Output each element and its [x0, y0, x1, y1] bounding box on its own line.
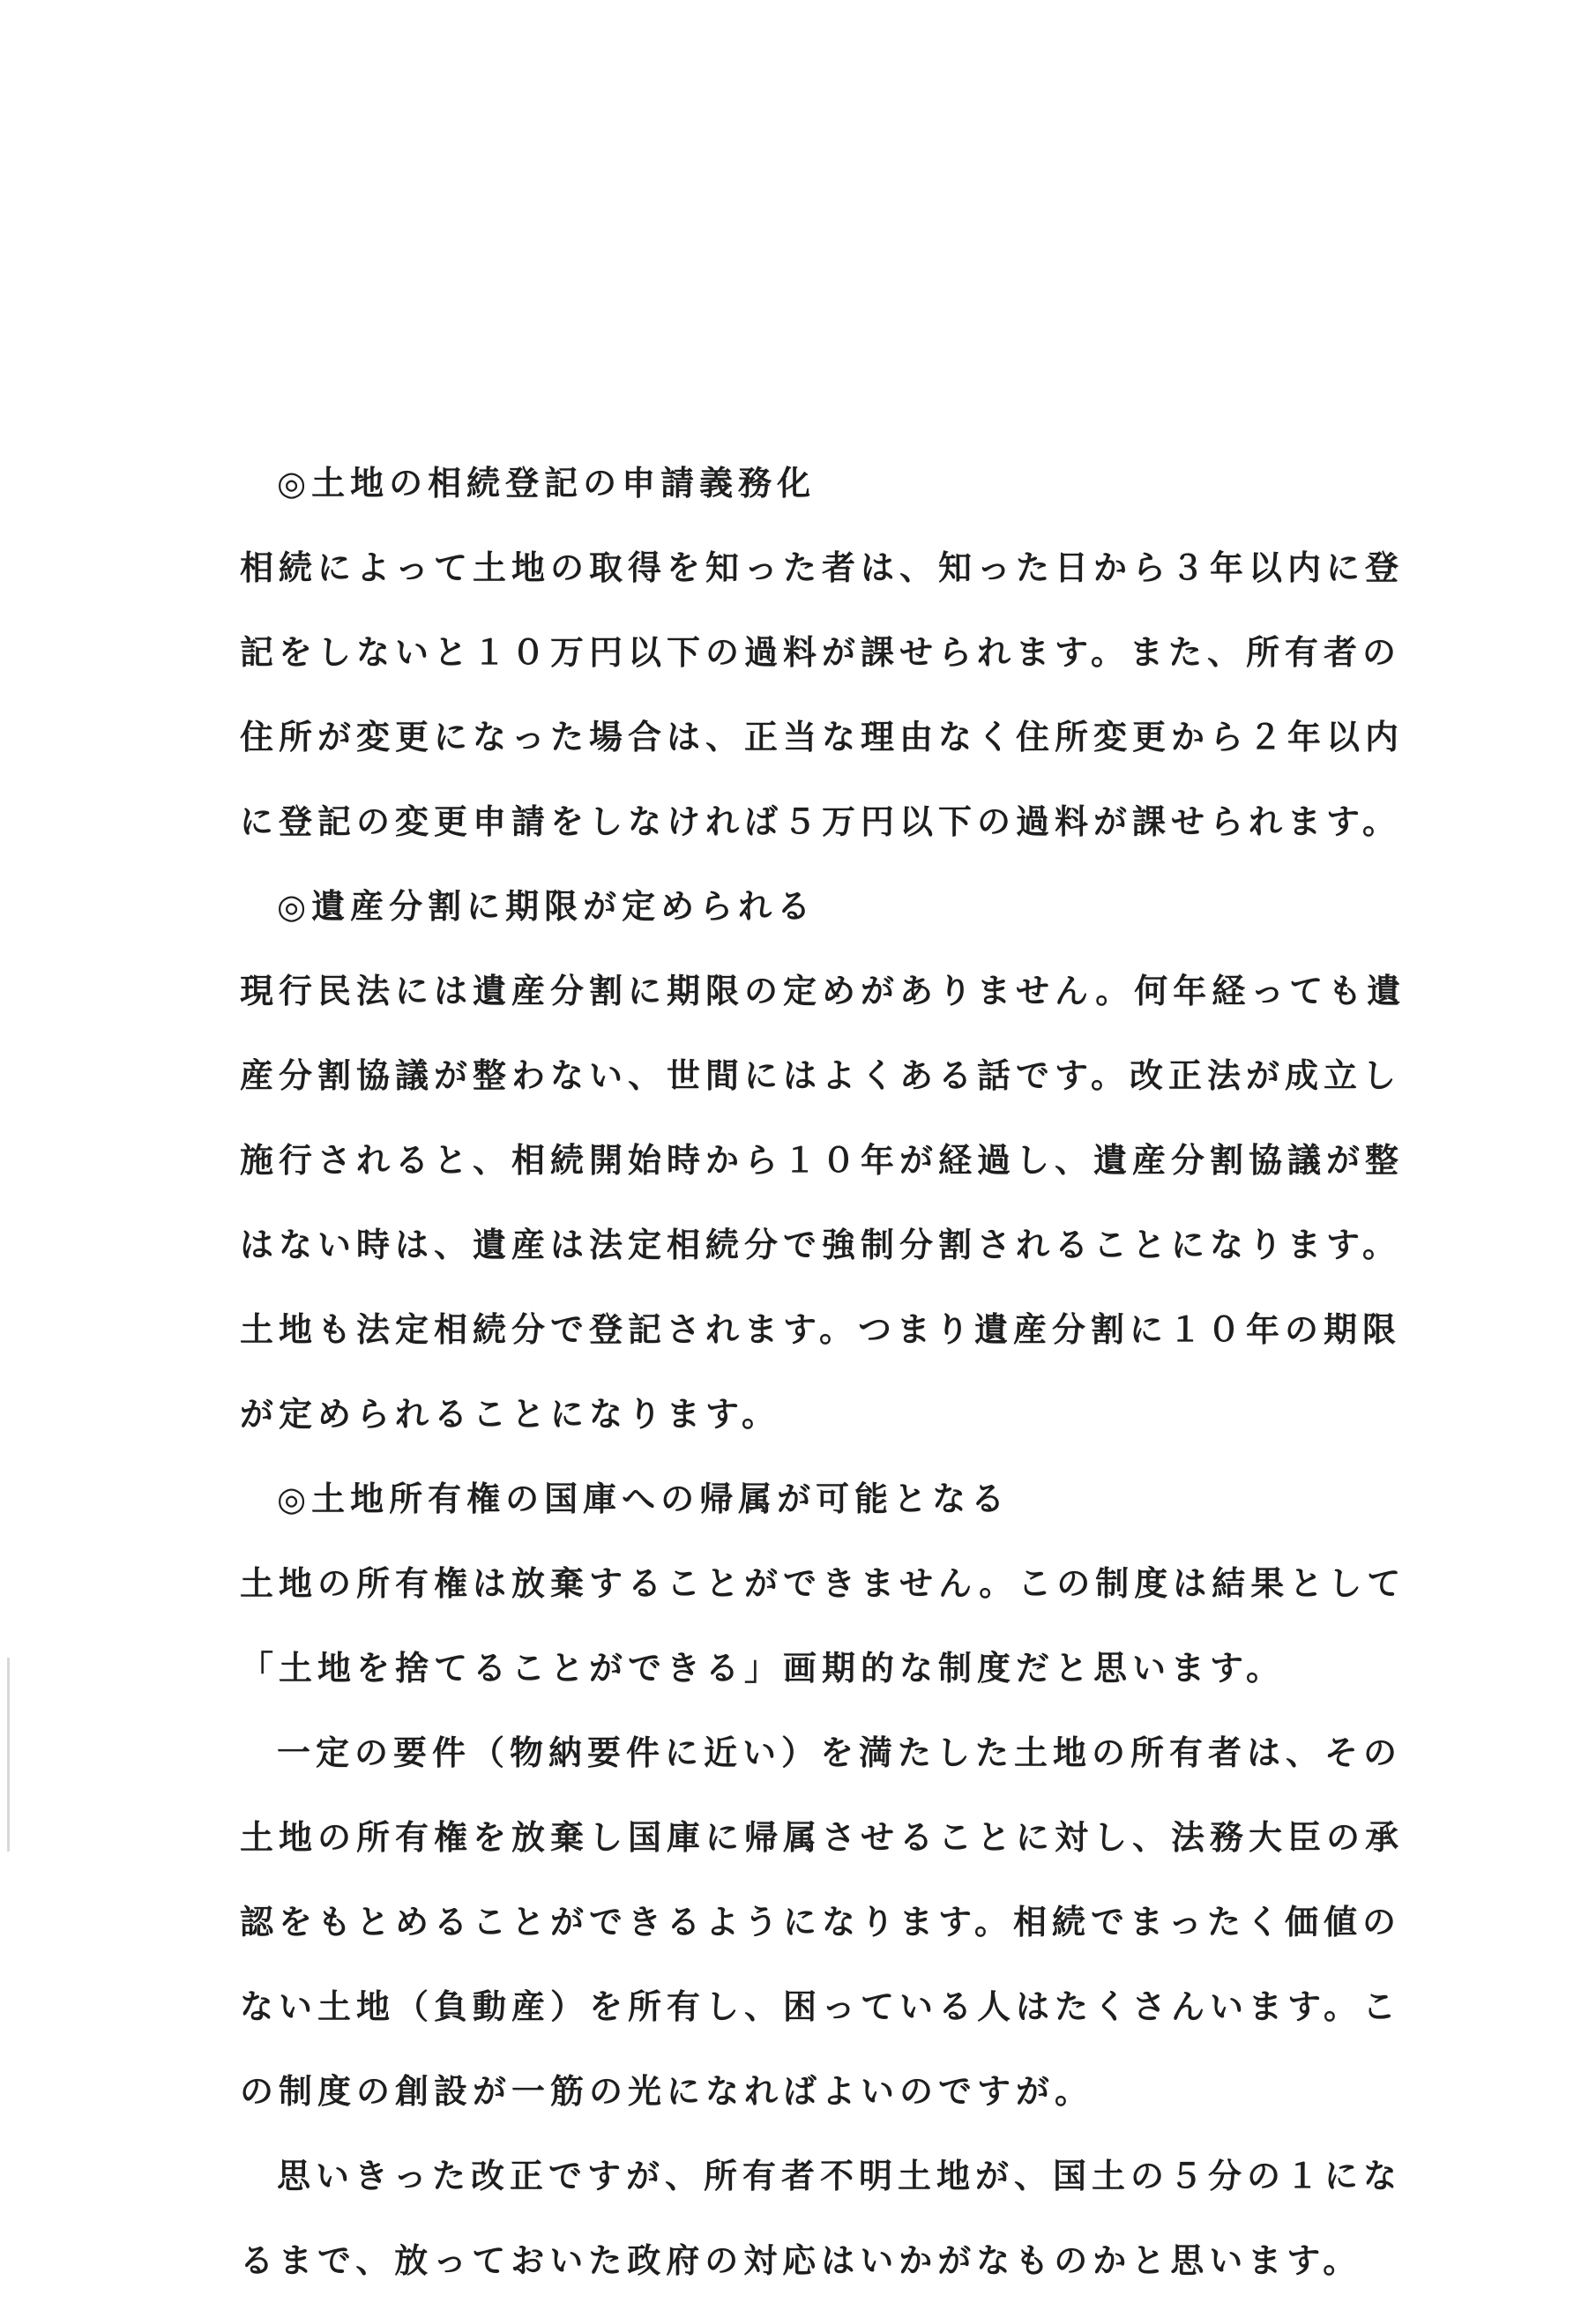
paragraph-line: ない土地（負動産）を所有し、困っている人はたくさんいます。こ	[240, 1987, 1401, 2026]
paragraph-line: 一定の要件（物納要件に近い）を満たした土地の所有者は、その	[277, 1733, 1403, 1772]
paragraph-line: 思いきった改正ですが、所有者不明土地が、国土の５分の１にな	[277, 2157, 1403, 2195]
paragraph-line: が定められることになります。	[240, 1395, 780, 1434]
paragraph-line: 施行されると、相続開始時から１０年が経過し、遺産分割協議が整	[240, 1141, 1405, 1180]
heading-land-ownership-to-treasury: ◎土地所有権の国庫への帰属が可能となる	[277, 1479, 1011, 1518]
paragraph-line: はない時は、遺産は法定相続分で強制分割されることになります。	[240, 1226, 1401, 1264]
paragraph-line: の制度の創設が一筋の光になればよいのですが。	[240, 2072, 1094, 2111]
paragraph-line: 「土地を捨てることができる」画期的な制度だと思います。	[240, 1649, 1285, 1688]
paragraph-line: 土地も法定相続分で登記されます。つまり遺産分割に１０年の期限	[240, 1310, 1401, 1349]
paragraph-line: るまで、放っておいた政府の対応はいかがなものかと思います。	[240, 2241, 1362, 2280]
scan-edge-mark	[7, 1658, 10, 1852]
heading-estate-division-deadline: ◎遺産分割に期限が定められる	[277, 887, 817, 926]
paragraph-line: 住所が変更になった場合は、正当な理由なく住所変更から２年以内	[240, 718, 1405, 756]
paragraph-line: 現行民法には遺産分割に期限の定めがありません。何年経っても遺	[240, 972, 1406, 1010]
document-body	[240, 441, 1406, 2303]
paragraph-line: 相続によって土地の取得を知った者は、知った日から３年以内に登	[240, 548, 1405, 587]
paragraph-line: に登記の変更申請をしなければ５万円以下の過料が課せられます。	[240, 802, 1401, 841]
paragraph-line: 土地の所有権を放棄し国庫に帰属させることに対し、法務大臣の承	[240, 1818, 1405, 1857]
heading-land-inheritance-registration: ◎土地の相続登記の申請義務化	[277, 464, 817, 503]
paragraph-line: 産分割協議が整わない、世間にはよくある話です。改正法が成立し	[240, 1056, 1401, 1095]
paragraph-line: 認をもとめることができるようになります。相続でまったく価値の	[240, 1903, 1401, 1942]
paragraph-line: 記をしないと１０万円以下の過料が課せられます。また、所有者の	[240, 633, 1401, 672]
paragraph-line: 土地の所有権は放棄することができません。この制度は結果として	[240, 1564, 1406, 1603]
